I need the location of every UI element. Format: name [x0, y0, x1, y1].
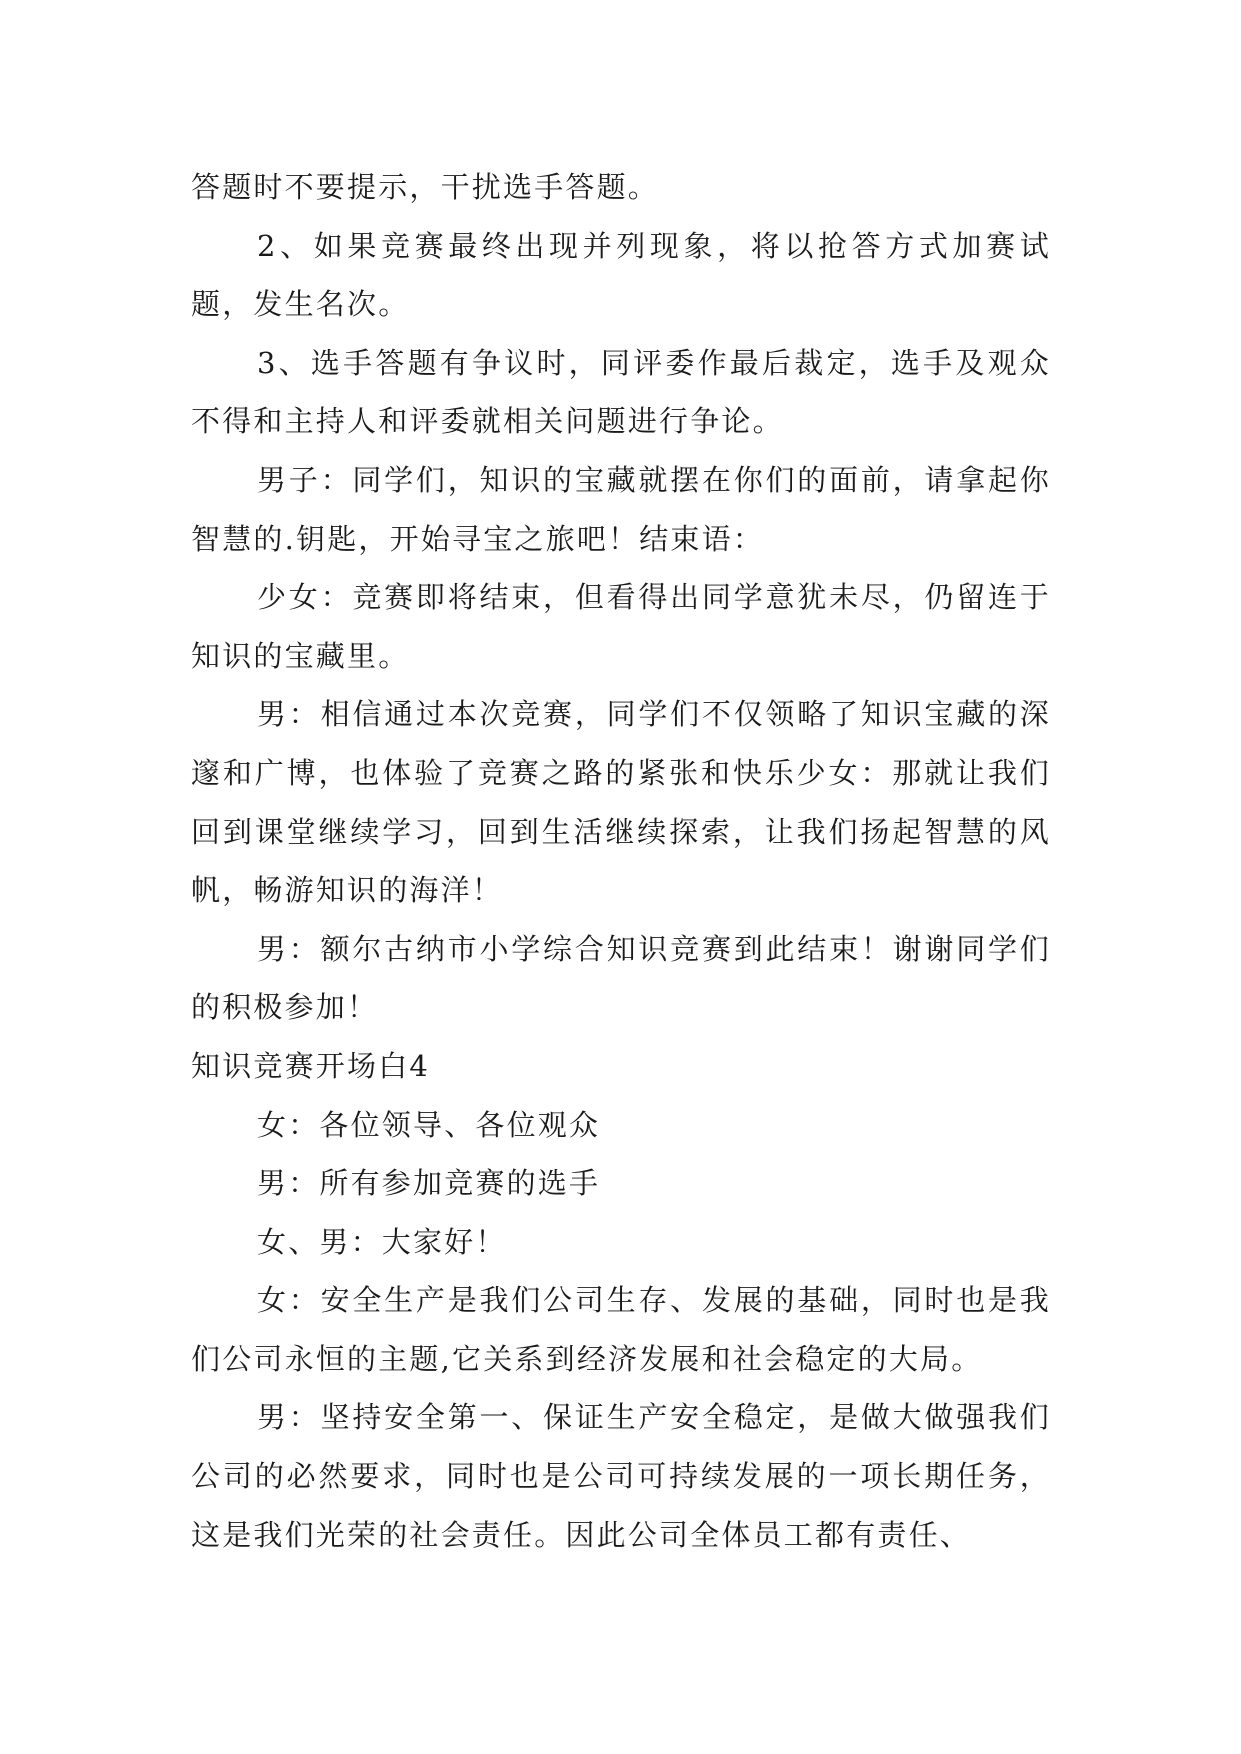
paragraph-male-host: 男子：同学们，知识的宝藏就摆在你们的面前，请拿起你智慧的.钥匙，开始寻宝之旅吧！结束语： — [191, 462, 1051, 556]
document-body — [191, 158, 1051, 1564]
paragraph-male-host-closing: 男：额尔古纳市小学综合知识竞赛到此结束！谢谢同学们的积极参加！ — [191, 931, 1051, 1025]
paragraph-male-host-2: 男：相信通过本次竞赛，同学们不仅领略了知识宝藏的深邃和广博，也体验了竞赛之路的紧张和快乐少女：那就让我们回到课堂继续学习，回到生活继续探索，让我们扬起智慧的风帆，畅游知识的海洋！ — [191, 697, 1051, 908]
paragraph-rule-2: 2、如果竞赛最终出现并列现象，将以抢答方式加赛试题，发生名次。 — [191, 228, 1051, 322]
paragraph-female-safety: 女：安全生产是我们公司生存、发展的基础，同时也是我们公司永恒的主题,它关系到经济发展和社会稳定的大局。 — [191, 1283, 1051, 1376]
paragraph-female-greeting: 女：各位领导、各位观众 — [257, 1107, 601, 1142]
paragraph-rule-3: 3、选手答题有争议时，同评委作最后裁定，选手及观众不得和主持人和评委就相关问题进行争论。 — [191, 345, 1051, 439]
paragraph-female-host: 少女：竞赛即将结束，但看得出同学意犹未尽，仍留连于知识的宝藏里。 — [191, 580, 1051, 673]
section-heading: 知识竞赛开场白4 — [191, 1048, 431, 1083]
paragraph-continuation: 答题时不要提示，干扰选手答题。 — [191, 170, 660, 204]
paragraph-male-greeting: 男：所有参加竞赛的选手 — [257, 1166, 601, 1201]
paragraph-joint-greeting: 女、男：大家好！ — [257, 1224, 507, 1259]
paragraph-male-safety: 男：坚持安全第一、保证生产安全稳定，是做大做强我们公司的必然要求，同时也是公司可持续发展的一项长期任务，这是我们光荣的社会责任。因此公司全体员工都有责任、 — [191, 1400, 1051, 1552]
